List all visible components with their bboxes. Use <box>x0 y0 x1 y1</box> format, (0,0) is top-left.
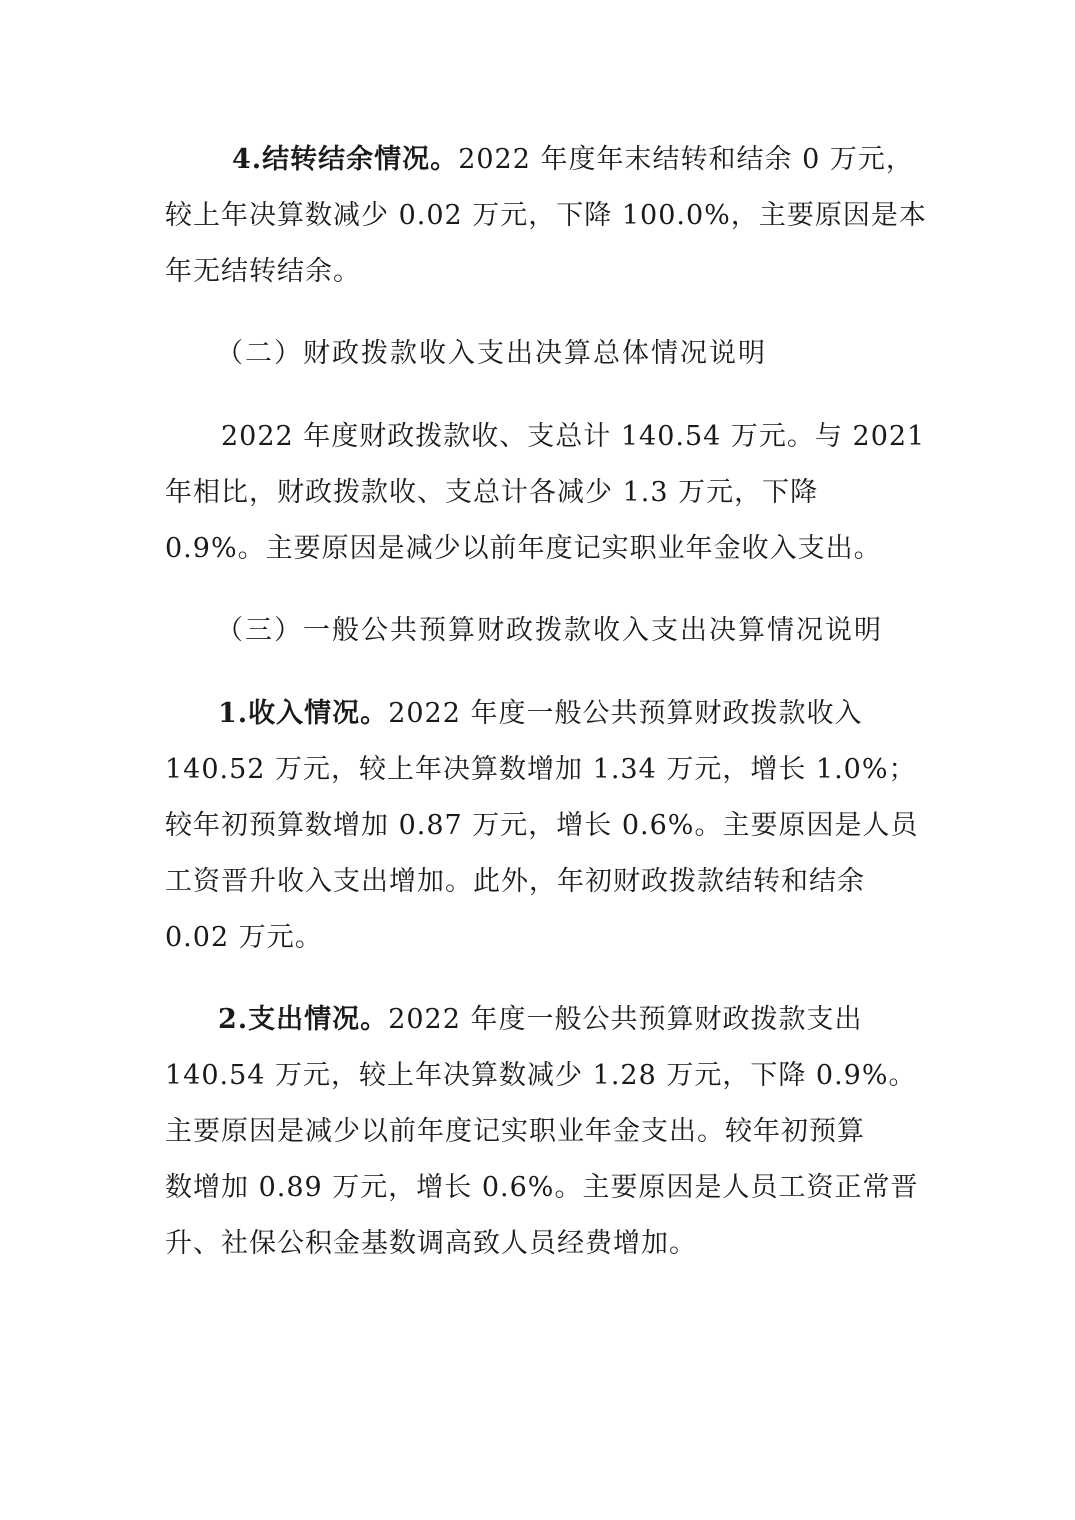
carryover-line-3: 年无结转结余。 <box>165 256 361 287</box>
expense-line-3: 主要原因是减少以前年度记实职业年金支出。较年初预算 <box>165 1116 865 1147</box>
fiscal-total-line-2: 年相比，财政拨款收、支总计各减少 1.3 万元，下降 <box>165 477 819 508</box>
section-2-title: （二）财政拨款收入支出决算总体情况说明 <box>216 338 767 369</box>
expense-heading: 2.支出情况。 <box>218 1004 389 1035</box>
expense-line-4: 数增加 0.89 万元，增长 0.6%。主要原因是人员工资正常晋 <box>165 1172 919 1203</box>
expense-text-1: 2022 年度一般公共预算财政拨款支出 <box>388 1004 863 1035</box>
income-text-1: 2022 年度一般公共预算财政拨款收入 <box>388 698 863 729</box>
fiscal-total-line-3: 0.9%。主要原因是减少以前年度记实职业年金收入支出。 <box>165 533 882 564</box>
fiscal-total-line-1: 2022 年度财政拨款收、支总计 140.54 万元。与 2021 <box>221 421 926 452</box>
income-line-5: 0.02 万元。 <box>165 922 323 953</box>
carryover-heading: 4.结转结余情况。 <box>232 144 459 175</box>
income-line-1 <box>218 697 862 731</box>
expense-line-1 <box>218 1003 862 1037</box>
section-3-title: （三）一般公共预算财政拨款收入支出决算情况说明 <box>216 615 883 646</box>
income-heading: 1.收入情况。 <box>218 698 389 729</box>
expense-line-5: 升、社保公积金基数调高致人员经费增加。 <box>165 1228 697 1259</box>
income-line-3: 较年初预算数增加 0.87 万元，增长 0.6%。主要原因是人员 <box>165 810 919 841</box>
expense-line-2: 140.54 万元，较上年决算数减少 1.28 万元，下降 0.9%。 <box>165 1060 917 1091</box>
income-line-2: 140.52 万元，较上年决算数增加 1.34 万元，增长 1.0%； <box>165 754 917 785</box>
income-line-4: 工资晋升收入支出增加。此外，年初财政拨款结转和结余 <box>165 866 865 897</box>
carryover-line-2: 较上年决算数减少 0.02 万元，下降 100.0%，主要原因是本 <box>165 200 927 231</box>
carryover-line-1 <box>232 143 914 177</box>
carryover-text-1: 2022 年度年末结转和结余 0 万元， <box>458 144 914 175</box>
